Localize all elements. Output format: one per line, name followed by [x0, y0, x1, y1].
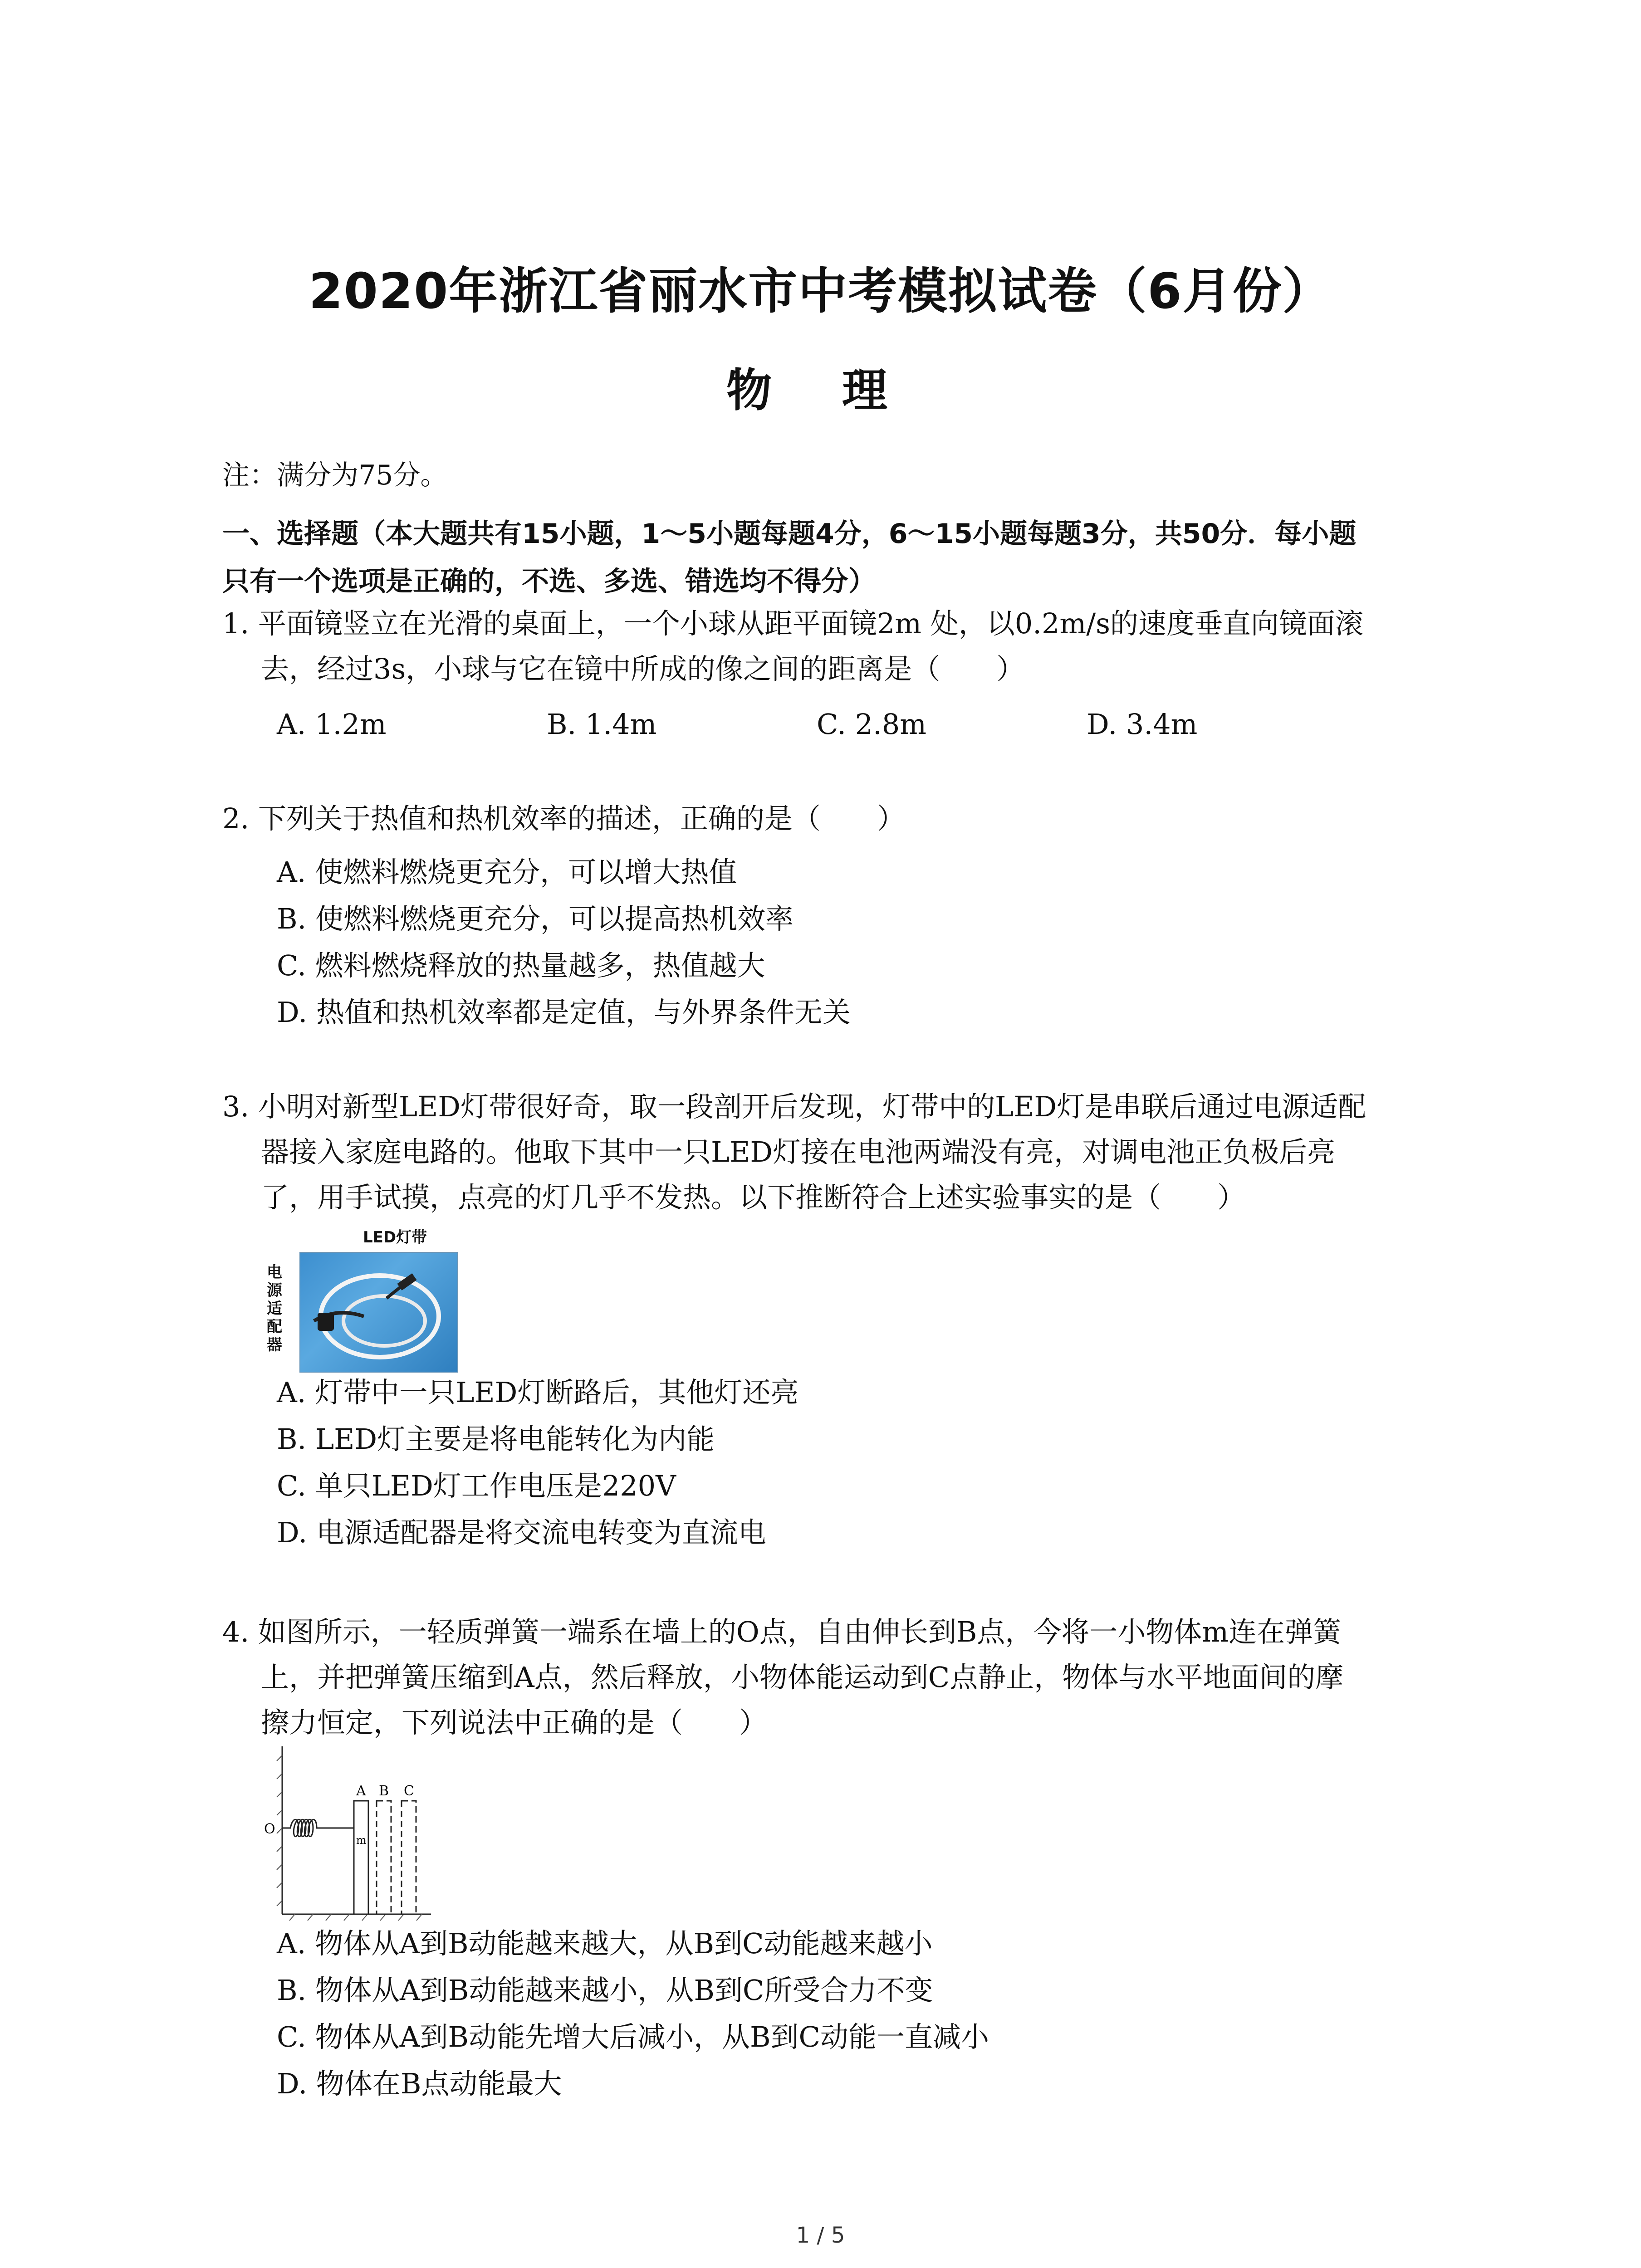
question-text: 擦力恒定，下列说法中正确的是（ ） — [261, 1706, 768, 1739]
question-text: 1. 平面镜竖立在光滑的桌面上，一个小球从距平面镜2m 处，以0.2m/s的速度垂直向镜面滚 — [222, 607, 1363, 640]
option-d: D. 电源适配器是将交流电转变为直流电 — [277, 1516, 766, 1549]
point-o-label: O — [264, 1821, 275, 1837]
option-c: C. 燃料燃烧释放的热量越多，热值越大 — [277, 949, 765, 982]
spring-diagram-svg — [263, 1746, 436, 1923]
option-d: D. 3.4m — [1087, 708, 1198, 741]
option-d: D. 热值和热机效率都是定值，与外界条件无关 — [277, 996, 851, 1029]
option-a: A. 1.2m — [277, 708, 387, 741]
question-4 — [222, 1609, 1343, 1745]
option-b: B. 物体从A到B动能越来越小，从B到C所受合力不变 — [277, 1974, 933, 2007]
point-b-label: B — [379, 1783, 389, 1799]
led-strip-photo — [299, 1252, 458, 1373]
point-c-label: C — [404, 1783, 414, 1799]
spring-diagram — [263, 1746, 436, 1923]
question-text: 2. 下列关于热值和热机效率的描述，正确的是（ ） — [222, 802, 905, 835]
question-1 — [222, 601, 1363, 692]
option-c: C. 物体从A到B动能先增大后减小，从B到C动能一直减小 — [277, 2020, 989, 2053]
option-c: C. 单只LED灯工作电压是220V — [277, 1469, 676, 1502]
question-text: 4. 如图所示，一轻质弹簧一端系在墙上的O点，自由伸长到B点，今将一小物体m连在弹簧 — [222, 1615, 1342, 1648]
question-text: 上，并把弹簧压缩到A点，然后释放，小物体能运动到C点静止，物体与水平地面间的摩 — [261, 1661, 1344, 1694]
option-c: C. 2.8m — [817, 708, 927, 741]
led-strip-photo-image — [300, 1253, 457, 1372]
led-strip-label: LED灯带 — [363, 1228, 427, 1246]
option-a: A. 灯带中一只LED灯断路后，其他灯还亮 — [277, 1376, 799, 1409]
subject-title: 物 理 — [726, 364, 915, 417]
question-text: 了，用手试摸，点亮的灯几乎不发热。以下推断符合上述实验事实的是（ ） — [261, 1181, 1246, 1214]
section-heading-line: 只有一个选项是正确的，不选、多选、错选均不得分） — [222, 566, 876, 597]
option-b: B. 1.4m — [547, 708, 657, 741]
section-heading — [222, 510, 1447, 606]
question-2 — [222, 796, 905, 841]
exam-title: 2020年浙江省丽水市中考模拟试卷（6月份） — [309, 263, 1332, 320]
option-a: A. 物体从A到B动能越来越大，从B到C动能越来越小 — [277, 1927, 933, 1960]
mass-m-label: m — [356, 1834, 367, 1847]
section-heading-line: 一、选择题（本大题共有15小题，1～5小题每题4分，6～15小题每题3分，共50分．每小题 — [222, 518, 1357, 550]
option-b: B. LED灯主要是将电能转化为内能 — [277, 1422, 715, 1456]
point-a-label: A — [356, 1783, 366, 1799]
question-text: 器接入家庭电路的。他取下其中一只LED灯接在电池两端没有亮，对调电池正负极后亮 — [261, 1135, 1336, 1168]
score-note: 注：满分为75分。 — [222, 459, 448, 491]
option-d: D. 物体在B点动能最大 — [277, 2067, 562, 2100]
question-text: 3. 小明对新型LED灯带很好奇，取一段剖开后发现，灯带中的LED灯是串联后通过电源适配 — [222, 1090, 1367, 1123]
page-number: 1 / 5 — [796, 2223, 845, 2248]
option-b: B. 使燃料燃烧更充分，可以提高热机效率 — [277, 902, 794, 935]
option-a: A. 使燃料燃烧更充分，可以增大热值 — [277, 855, 737, 889]
question-3 — [222, 1084, 1366, 1220]
question-text: 去，经过3s，小球与它在镜中所成的像之间的距离是（ ） — [261, 652, 1025, 685]
power-adapter-label: 电源适配器 — [267, 1263, 282, 1354]
